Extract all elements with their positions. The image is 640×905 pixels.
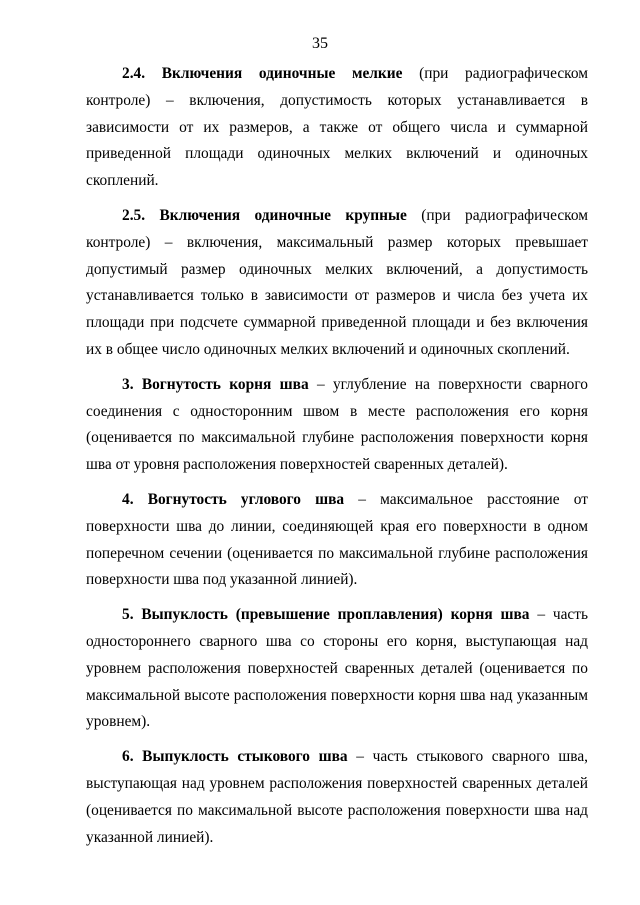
definition-paragraph-2-4 (86, 61, 588, 195)
definition-text: – часть одностороннего сварного шва со стороны его корня, выступающая над уровнем расположения поверхностей сваренных деталей (оценивается по максимальной высоте расположения поверхности корня шва над указанным уровнем). (86, 606, 588, 731)
definition-paragraph-3 (86, 372, 588, 479)
definition-term: 5. Выпуклость (превышение проплавления) корня шва (122, 606, 530, 624)
definition-paragraph-2-5 (86, 203, 588, 364)
definition-paragraph-6 (86, 744, 588, 851)
page-number: 35 (312, 35, 328, 52)
definition-paragraph-5 (86, 602, 588, 736)
definition-term: 6. Выпуклость стыкового шва (122, 748, 348, 766)
definition-term: 2.4. Включения одиночные мелкие (122, 65, 403, 82)
definition-text: (при радиографическом контроле) – включения, максимальный размер которых превышает допустимый размер одиночных мелких включений, а допустимость устанавливается только в зависимости от размеров и числа без учета их площади при подсчете суммарной приведенной площади и без включения их в общее число одиночных мелких включений и одиночных скоплений. (86, 206, 588, 358)
document-body (86, 61, 588, 859)
definition-text: (при радиографическом контроле) – включения, допустимость которых устанавливается в зависимости от их размеров, а также от общего числа и суммарной приведенной площади одиночных мелких включений и одиночных скоплений. (86, 65, 589, 190)
definition-term: 3. Вогнутость корня шва (122, 375, 309, 393)
definition-text: – часть стыкового сварного шва, выступающая над уровнем расположения поверхностей сваренных деталей (оценивается по максимальной высоте расположения поверхности шва над указанной линией). (86, 748, 588, 846)
definition-term: 2.5. Включения одиночные крупные (122, 206, 407, 224)
definition-paragraph-4 (86, 487, 588, 594)
definition-term: 4. Вогнутость углового шва (122, 490, 345, 508)
definition-text: – углубление на поверхности сварного соединения с односторонним швом в месте расположения его корня (оценивается по максимальной глубине расположения поверхности корня шва от уровня расположения поверхностей сваренных деталей). (86, 375, 588, 474)
definition-text: – максимальное расстояние от поверхности шва до линии, соединяющей края его поверхности в одном поперечном сечении (оценивается по максимальной глубине расположения поверхности шва под указанной линией). (86, 490, 588, 589)
